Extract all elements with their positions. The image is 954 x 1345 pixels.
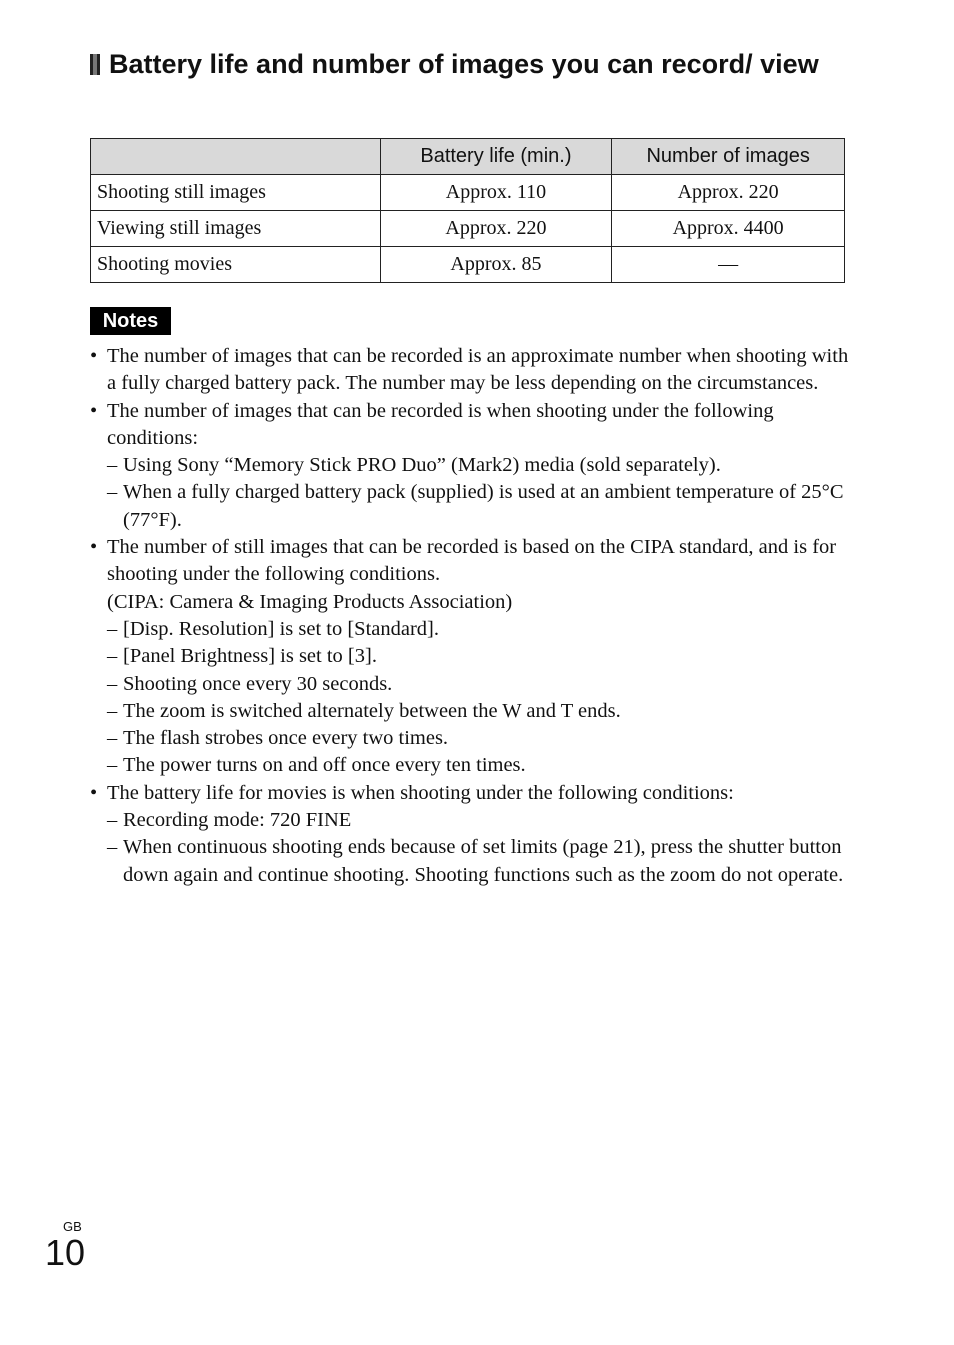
table-header-cell: Number of images — [612, 139, 845, 175]
heading-text: Battery life and number of images you can record/ view — [109, 49, 819, 79]
dash-icon: – — [107, 809, 118, 832]
note-text: The number of images that can be recorded is when shooting under the following conditions: — [107, 399, 774, 449]
note-text: Using Sony “Memory Stick PRO Duo” (Mark2) media (sold separately). — [123, 454, 721, 477]
table-cell: Approx. 85 — [380, 247, 612, 283]
note-text: Recording mode: 720 FINE — [123, 809, 352, 832]
bullet-icon: • — [90, 781, 98, 804]
note-dash-item — [90, 752, 850, 779]
note-dash-item — [90, 616, 850, 643]
note-text: (CIPA: Camera & Imaging Products Association) — [107, 590, 513, 613]
table-cell: Viewing still images — [91, 211, 381, 247]
dash-icon: – — [107, 836, 118, 859]
note-dash-item — [90, 725, 850, 752]
table-cell: Approx. 220 — [380, 211, 612, 247]
dash-icon: – — [107, 672, 118, 695]
page-number: 10 — [45, 1232, 86, 1273]
note-text: The battery life for movies is when shooting under the following conditions: — [107, 781, 734, 804]
note-text-item — [90, 589, 850, 616]
section-heading — [92, 48, 852, 80]
note-dash-item — [90, 671, 850, 698]
note-text: When a fully charged battery pack (supplied) is used at an ambient temperature of 25°C (77°F). — [123, 481, 844, 531]
table-cell: Shooting movies — [91, 247, 381, 283]
note-text: [Panel Brightness] is set to [3]. — [123, 645, 377, 668]
note-dash-item — [90, 479, 850, 534]
table-row — [91, 175, 845, 211]
note-dash-item — [90, 452, 850, 479]
note-bullet-item — [90, 343, 850, 398]
note-text: The number of images that can be recorded is an approximate number when shooting with a fully charged battery pack. The number may be less depending on the circumstances. — [107, 345, 849, 395]
notes-list — [90, 343, 850, 889]
table-cell: Shooting still images — [91, 175, 381, 211]
note-text: When continuous shooting ends because of set limits (page 21), press the shutter button down again and continue shooting. Shooting functions such as the zoom do not operate. — [123, 836, 844, 886]
heading-marker-icon — [90, 54, 100, 75]
note-text: The zoom is switched alternately between the W and T ends. — [123, 699, 621, 722]
dash-icon: – — [107, 754, 118, 777]
table-row — [91, 211, 845, 247]
note-bullet-item — [90, 398, 850, 453]
region-label: GB — [63, 1219, 82, 1234]
note-text: The flash strobes once every two times. — [123, 727, 449, 750]
note-dash-item — [90, 807, 850, 834]
note-text: [Disp. Resolution] is set to [Standard]. — [123, 617, 440, 640]
dash-icon: – — [107, 699, 118, 722]
table-cell: — — [612, 247, 845, 283]
note-dash-item — [90, 698, 850, 725]
dash-icon: – — [107, 454, 118, 477]
dash-icon: – — [107, 727, 118, 750]
bullet-icon: • — [90, 399, 98, 422]
note-text: The number of still images that can be recorded is based on the CIPA standard, and is for shooting under the following conditions. — [107, 536, 837, 586]
note-text: Shooting once every 30 seconds. — [123, 672, 393, 695]
note-dash-item — [90, 834, 850, 889]
table-header-cell: Battery life (min.) — [380, 139, 612, 175]
battery-life-table — [90, 138, 845, 283]
note-dash-item — [90, 643, 850, 670]
table-cell: Approx. 4400 — [612, 211, 845, 247]
dash-icon: – — [107, 481, 118, 504]
table-header-cell — [91, 139, 381, 175]
table-row — [91, 247, 845, 283]
dash-icon: – — [107, 617, 118, 640]
bullet-icon: • — [90, 536, 98, 559]
note-bullet-item — [90, 780, 850, 807]
dash-icon: – — [107, 645, 118, 668]
note-text: The power turns on and off once every ten times. — [123, 754, 526, 777]
notes-badge: Notes — [90, 307, 171, 335]
bullet-icon: • — [90, 345, 98, 367]
note-bullet-item — [90, 534, 850, 589]
table-cell: Approx. 220 — [612, 175, 845, 211]
table-header-row — [91, 139, 845, 175]
table-cell: Approx. 110 — [380, 175, 612, 211]
